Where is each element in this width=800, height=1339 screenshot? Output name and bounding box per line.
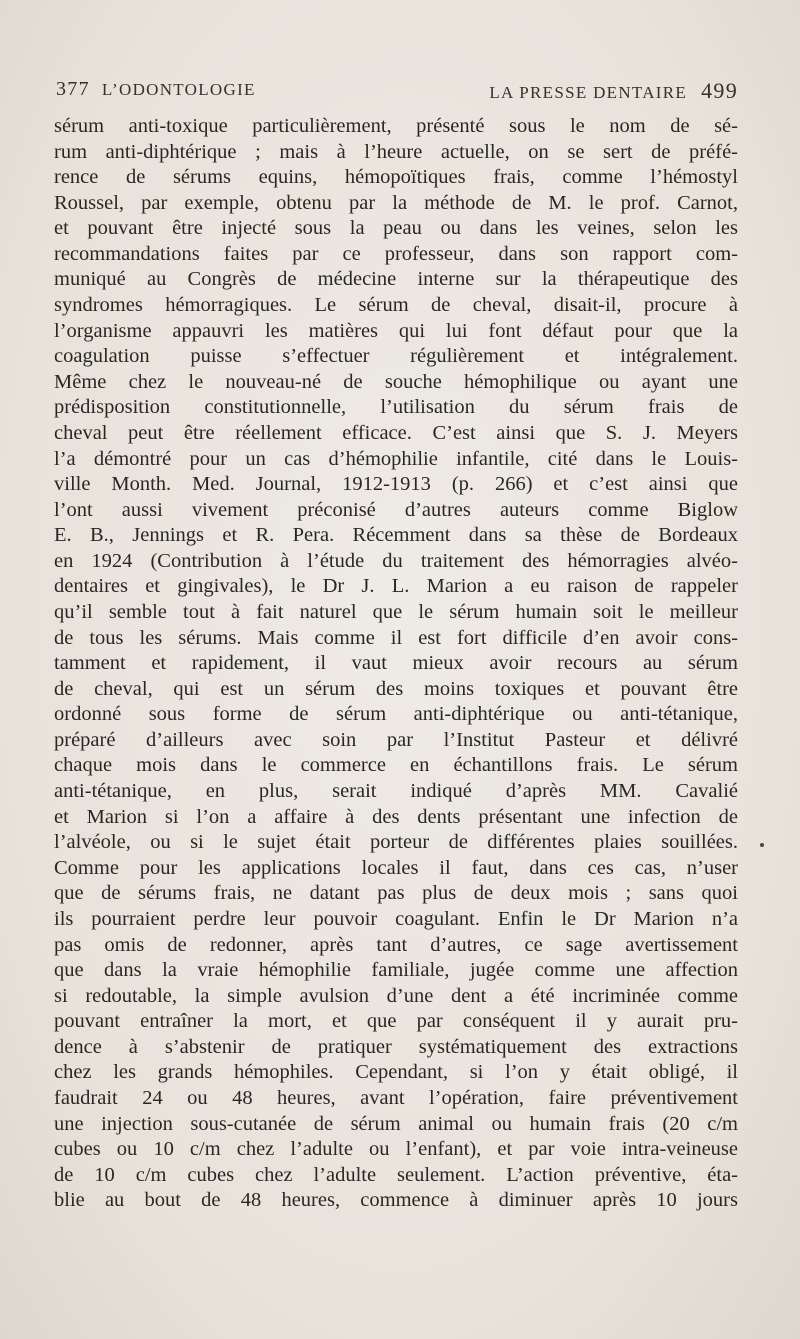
text-line: syndromes hémorragiques. Le sérum de cheval, disait-il, procure à bbox=[54, 294, 738, 317]
text-line: ils pourraient perdre leur pouvoir coagulant. Enfin le Dr Marion n’a bbox=[54, 907, 738, 930]
left-running-title: L’ODONTOLOGIE bbox=[101, 80, 256, 99]
text-line: l’alvéole, ou si le sujet était porteur de différentes plaies souillées. bbox=[54, 831, 738, 854]
text-line: Roussel, par exemple, obtenu par la méthode de M. le prof. Carnot, bbox=[54, 191, 738, 214]
text-line: et pouvant être injecté sous la peau ou dans les veines, selon les bbox=[54, 217, 738, 240]
header-left bbox=[56, 78, 256, 101]
text-line: l’ont aussi vivement préconisé d’autres auteurs comme Biglow bbox=[54, 498, 738, 521]
text-line: rum anti-diphtérique ; mais à l’heure actuelle, on se sert de préfé- bbox=[54, 140, 738, 163]
text-line: coagulation puisse s’effectuer régulièrement et intégralement. bbox=[54, 345, 738, 368]
header-right bbox=[489, 78, 738, 104]
text-line: que de sérums frais, ne datant pas plus de deux mois ; sans quoi bbox=[54, 882, 738, 905]
text-line: ville Month. Med. Journal, 1912-1913 (p. 266) et c’est ainsi que bbox=[54, 473, 738, 496]
text-line: de cheval, qui est un sérum des moins toxiques et pouvant être bbox=[54, 677, 738, 700]
text-line: l’organisme appauvri les matières qui lui font défaut pour que la bbox=[54, 319, 738, 342]
text-line: Comme pour les applications locales il faut, dans ces cas, n’user bbox=[54, 856, 738, 879]
text-line: dentaires et gingivales), le Dr J. L. Marion a eu raison de rappeler bbox=[54, 575, 738, 598]
text-line: ordonné sous forme de sérum anti-diphtérique ou anti-tétanique, bbox=[54, 703, 738, 726]
text-line: en 1924 (Contribution à l’étude du traitement des hémorragies alvéo- bbox=[54, 549, 738, 572]
text-line: tamment et rapidement, il vaut mieux avoir recours au sérum bbox=[54, 652, 738, 675]
text-line: chaque mois dans le commerce en échantillons frais. Le sérum bbox=[54, 754, 738, 777]
left-page-number: 377 bbox=[56, 78, 90, 100]
text-line: pas omis de redonner, après tant d’autres, ce sage avertissement bbox=[54, 933, 738, 956]
text-line: de tous les sérums. Mais comme il est fort difficile d’en avoir cons- bbox=[54, 626, 738, 649]
text-line: que dans la vraie hémophilie familiale, jugée comme une affection bbox=[54, 959, 738, 982]
text-line: l’a démontré pour un cas d’hémophilie infantile, cité dans le Louis- bbox=[54, 447, 738, 470]
text-line: dence à s’abstenir de pratiquer systématiquement des extractions bbox=[54, 1035, 738, 1058]
text-line: anti-tétanique, en plus, serait indiqué d’après MM. Cavalié bbox=[54, 780, 738, 803]
right-page-number: 499 bbox=[701, 78, 738, 103]
text-line: muniqué au Congrès de médecine interne sur la thérapeutique des bbox=[54, 268, 738, 291]
text-line: qu’il semble tout à fait naturel que le sérum humain soit le meilleur bbox=[54, 600, 738, 623]
text-line: rence de sérums equins, hémopoïtiques frais, comme l’hémostyl bbox=[54, 166, 738, 189]
margin-speck bbox=[760, 843, 764, 847]
text-line: chez les grands hémophiles. Cependant, si l’on y était obligé, il bbox=[54, 1061, 738, 1084]
text-line: cheval peut être réellement efficace. C’est ainsi que S. J. Meyers bbox=[54, 421, 738, 444]
text-line: E. B., Jennings et R. Pera. Récemment dans sa thèse de Bordeaux bbox=[54, 524, 738, 547]
text-line: prédisposition constitutionnelle, l’utilisation du sérum frais de bbox=[54, 396, 738, 419]
text-line: faudrait 24 ou 48 heures, avant l’opération, faire préventivement bbox=[54, 1086, 738, 1109]
text-line: pouvant entraîner la mort, et que par conséquent il y aurait pru- bbox=[54, 1010, 738, 1033]
text-line: recommandations faites par ce professeur, dans son rapport com- bbox=[54, 242, 738, 265]
text-line: cubes ou 10 c/m chez l’adulte ou l’enfant), et par voie intra-veineuse bbox=[54, 1138, 738, 1161]
running-header bbox=[56, 78, 738, 108]
text-line: sérum anti-toxique particulièrement, présenté sous le nom de sé- bbox=[54, 115, 738, 137]
text-line: de 10 c/m cubes chez l’adulte seulement. L’action préventive, éta- bbox=[54, 1163, 738, 1186]
text-line: préparé d’ailleurs avec soin par l’Institut Pasteur et délivré bbox=[54, 728, 738, 751]
text-line: Même chez le nouveau-né de souche hémophilique ou ayant une bbox=[54, 370, 738, 393]
text-line: et Marion si l’on a affaire à des dents présentant une infection de bbox=[54, 805, 738, 828]
text-line: blie au bout de 48 heures, commence à diminuer après 10 jours bbox=[54, 1189, 738, 1212]
text-line: si redoutable, la simple avulsion d’une dent a été incriminée comme bbox=[54, 984, 738, 1007]
text-line: une injection sous-cutanée de sérum animal ou humain frais (20 c/m bbox=[54, 1112, 738, 1135]
right-running-title: LA PRESSE DENTAIRE bbox=[489, 83, 688, 102]
body-text bbox=[54, 114, 738, 1214]
